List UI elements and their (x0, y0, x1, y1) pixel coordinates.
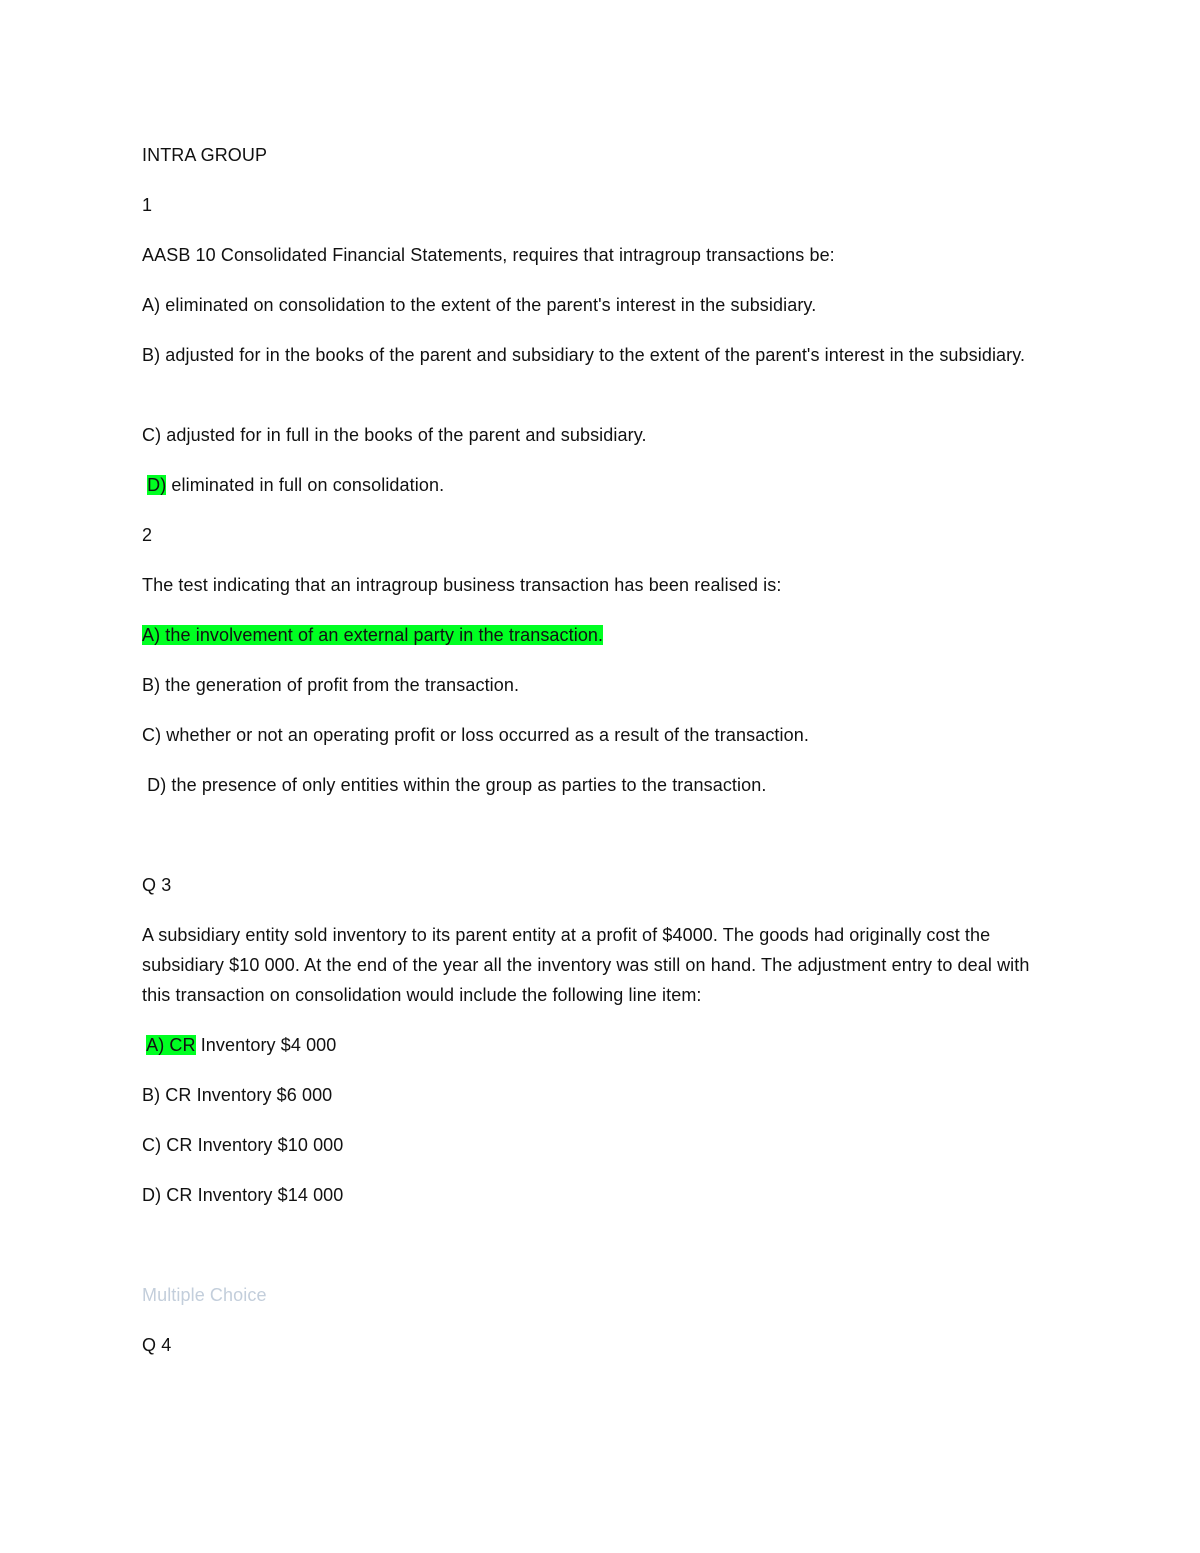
question-1-option-c: C) adjusted for in full in the books of the parent and subsidiary. (142, 425, 647, 445)
question-2-option-c: C) whether or not an operating profit or loss occurred as a result of the transaction. (142, 725, 809, 745)
question-3-answer-highlight: A) CR (146, 1035, 196, 1055)
question-3-option-b: B) CR Inventory $6 000 (142, 1085, 333, 1105)
question-2-answer-highlight: A) the involvement of an external party in the transaction. (142, 625, 604, 645)
question-3-option-a-text: Inventory $4 000 (195, 1035, 337, 1055)
question-4-number: Q 4 (142, 1335, 172, 1355)
question-2-text: The test indicating that an intragroup business transaction has been realised is: (142, 575, 782, 595)
question-3-option-c: C) CR Inventory $10 000 (142, 1135, 344, 1155)
document-heading: INTRA GROUP (142, 145, 268, 165)
question-2-number: 2 (142, 525, 153, 545)
question-1-text: AASB 10 Consolidated Financial Statements, requires that intragroup transactions be: (142, 245, 835, 265)
question-3-option-d: D) CR Inventory $14 000 (142, 1185, 344, 1205)
question-2-option-b: B) the generation of profit from the transaction. (142, 675, 520, 695)
section-label: Multiple Choice (142, 1285, 267, 1305)
question-3-option-a (142, 1030, 1062, 1060)
question-2-option-d: D) the presence of only entities within the group as parties to the transaction. (142, 775, 767, 795)
question-1-option-d-text: eliminated in full on consolidation. (166, 475, 445, 495)
question-3-number: Q 3 (142, 875, 172, 895)
question-1-option-b: B) adjusted for in the books of the parent and subsidiary to the extent of the parent's interest in the subsidiary. (142, 345, 1026, 365)
question-1-option-d (142, 470, 1062, 500)
question-2-option-a (142, 620, 1062, 650)
question-1-answer-highlight: D) (147, 475, 167, 495)
question-3-text: A subsidiary entity sold inventory to its parent entity at a profit of $4000. The goods had originally cost the subsidiary $10 000. At the end of the year all the inventory was still on hand. The adjustment entry to deal with this transaction on consolidation would include the following line item: (142, 925, 1030, 1005)
question-1-number: 1 (142, 195, 153, 215)
question-1-option-a: A) eliminated on consolidation to the extent of the parent's interest in the subsidiary. (142, 295, 817, 315)
